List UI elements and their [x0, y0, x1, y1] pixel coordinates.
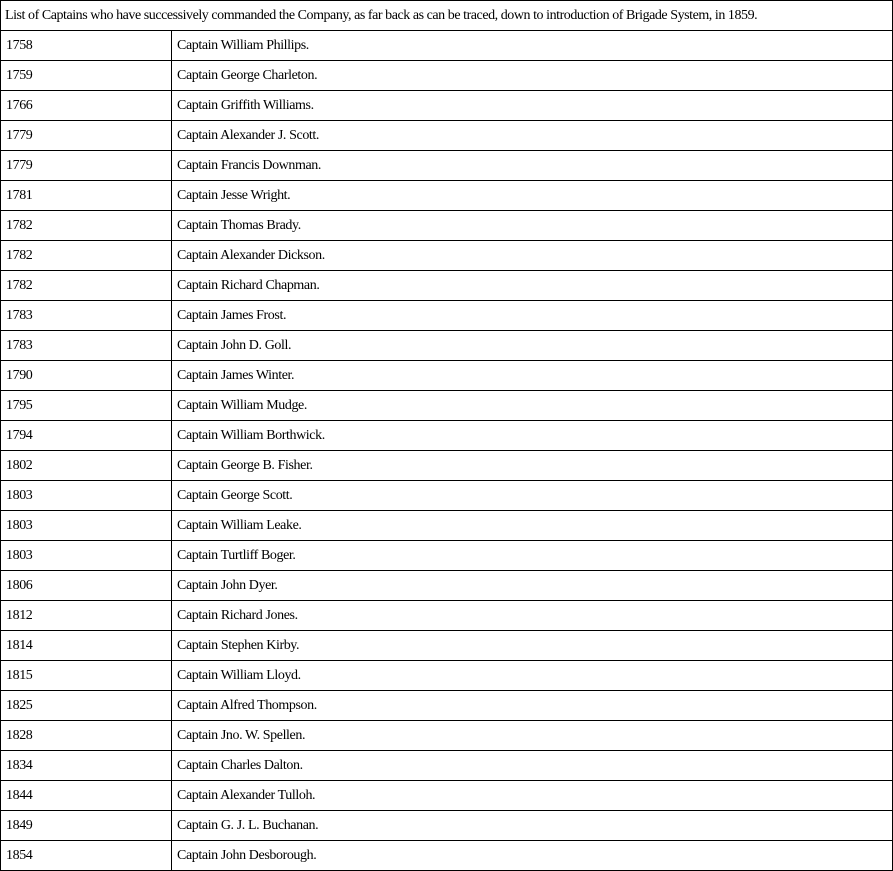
- year-cell: 1783: [1, 331, 172, 361]
- captain-name-cell: Captain Charles Dalton.: [172, 751, 893, 781]
- captain-name-cell: Captain James Frost.: [172, 301, 893, 331]
- captain-name-cell: Captain George B. Fisher.: [172, 451, 893, 481]
- year-cell: 1758: [1, 31, 172, 61]
- table-row: [1, 451, 893, 481]
- year-cell: 1825: [1, 691, 172, 721]
- captain-name-cell: Captain Richard Jones.: [172, 601, 893, 631]
- table-row: [1, 301, 893, 331]
- year-cell: 1828: [1, 721, 172, 751]
- year-cell: 1782: [1, 271, 172, 301]
- table-row: [1, 661, 893, 691]
- table-row: [1, 511, 893, 541]
- captain-name-cell: Captain Alfred Thompson.: [172, 691, 893, 721]
- year-cell: 1790: [1, 361, 172, 391]
- captain-name-cell: Captain Turtliff Boger.: [172, 541, 893, 571]
- table-row: [1, 601, 893, 631]
- table-row: [1, 481, 893, 511]
- table-row: [1, 91, 893, 121]
- captain-name-cell: Captain Jesse Wright.: [172, 181, 893, 211]
- year-cell: 1834: [1, 751, 172, 781]
- table-row: [1, 271, 893, 301]
- captain-name-cell: Captain Francis Downman.: [172, 151, 893, 181]
- year-cell: 1812: [1, 601, 172, 631]
- captain-name-cell: Captain John D. Goll.: [172, 331, 893, 361]
- captain-name-cell: Captain George Charleton.: [172, 61, 893, 91]
- table-row: [1, 31, 893, 61]
- year-cell: 1795: [1, 391, 172, 421]
- captain-name-cell: Captain Griffith Williams.: [172, 91, 893, 121]
- captain-name-cell: Captain William Borthwick.: [172, 421, 893, 451]
- table-row: [1, 331, 893, 361]
- table-row: [1, 211, 893, 241]
- year-cell: 1806: [1, 571, 172, 601]
- captain-name-cell: Captain Alexander J. Scott.: [172, 121, 893, 151]
- year-cell: 1844: [1, 781, 172, 811]
- year-cell: 1759: [1, 61, 172, 91]
- table-row: [1, 241, 893, 271]
- year-cell: 1803: [1, 481, 172, 511]
- year-cell: 1779: [1, 151, 172, 181]
- table-row: [1, 61, 893, 91]
- captain-name-cell: Captain John Dyer.: [172, 571, 893, 601]
- table-row: [1, 151, 893, 181]
- captain-name-cell: Captain James Winter.: [172, 361, 893, 391]
- captain-name-cell: Captain William Lloyd.: [172, 661, 893, 691]
- table-row: [1, 841, 893, 871]
- year-cell: 1803: [1, 541, 172, 571]
- year-cell: 1803: [1, 511, 172, 541]
- table-row: [1, 781, 893, 811]
- table-row: [1, 751, 893, 781]
- captain-name-cell: Captain Richard Chapman.: [172, 271, 893, 301]
- table-caption: List of Captains who have successively commanded the Company, as far back as can be traced, down to introduction of Brigade System, in 1859.: [1, 1, 893, 31]
- table-row: [1, 181, 893, 211]
- year-cell: 1802: [1, 451, 172, 481]
- year-cell: 1782: [1, 241, 172, 271]
- year-cell: 1794: [1, 421, 172, 451]
- table-row: [1, 421, 893, 451]
- year-cell: 1779: [1, 121, 172, 151]
- table-row: [1, 691, 893, 721]
- table-caption-row: [1, 1, 893, 31]
- captain-name-cell: Captain George Scott.: [172, 481, 893, 511]
- table-row: [1, 391, 893, 421]
- table-row: [1, 631, 893, 661]
- captain-name-cell: Captain Jno. W. Spellen.: [172, 721, 893, 751]
- table-row: [1, 541, 893, 571]
- captain-name-cell: Captain Thomas Brady.: [172, 211, 893, 241]
- captain-name-cell: Captain William Leake.: [172, 511, 893, 541]
- year-cell: 1783: [1, 301, 172, 331]
- captain-name-cell: Captain John Desborough.: [172, 841, 893, 871]
- captain-name-cell: Captain Alexander Tulloh.: [172, 781, 893, 811]
- captain-name-cell: Captain William Mudge.: [172, 391, 893, 421]
- captains-table-body: [1, 1, 893, 871]
- table-row: [1, 811, 893, 841]
- captain-name-cell: Captain G. J. L. Buchanan.: [172, 811, 893, 841]
- year-cell: 1815: [1, 661, 172, 691]
- captain-name-cell: Captain Alexander Dickson.: [172, 241, 893, 271]
- table-row: [1, 121, 893, 151]
- table-row: [1, 361, 893, 391]
- captain-name-cell: Captain William Phillips.: [172, 31, 893, 61]
- captain-name-cell: Captain Stephen Kirby.: [172, 631, 893, 661]
- year-cell: 1782: [1, 211, 172, 241]
- year-cell: 1781: [1, 181, 172, 211]
- year-cell: 1849: [1, 811, 172, 841]
- year-cell: 1814: [1, 631, 172, 661]
- year-cell: 1766: [1, 91, 172, 121]
- year-cell: 1854: [1, 841, 172, 871]
- table-row: [1, 721, 893, 751]
- table-row: [1, 571, 893, 601]
